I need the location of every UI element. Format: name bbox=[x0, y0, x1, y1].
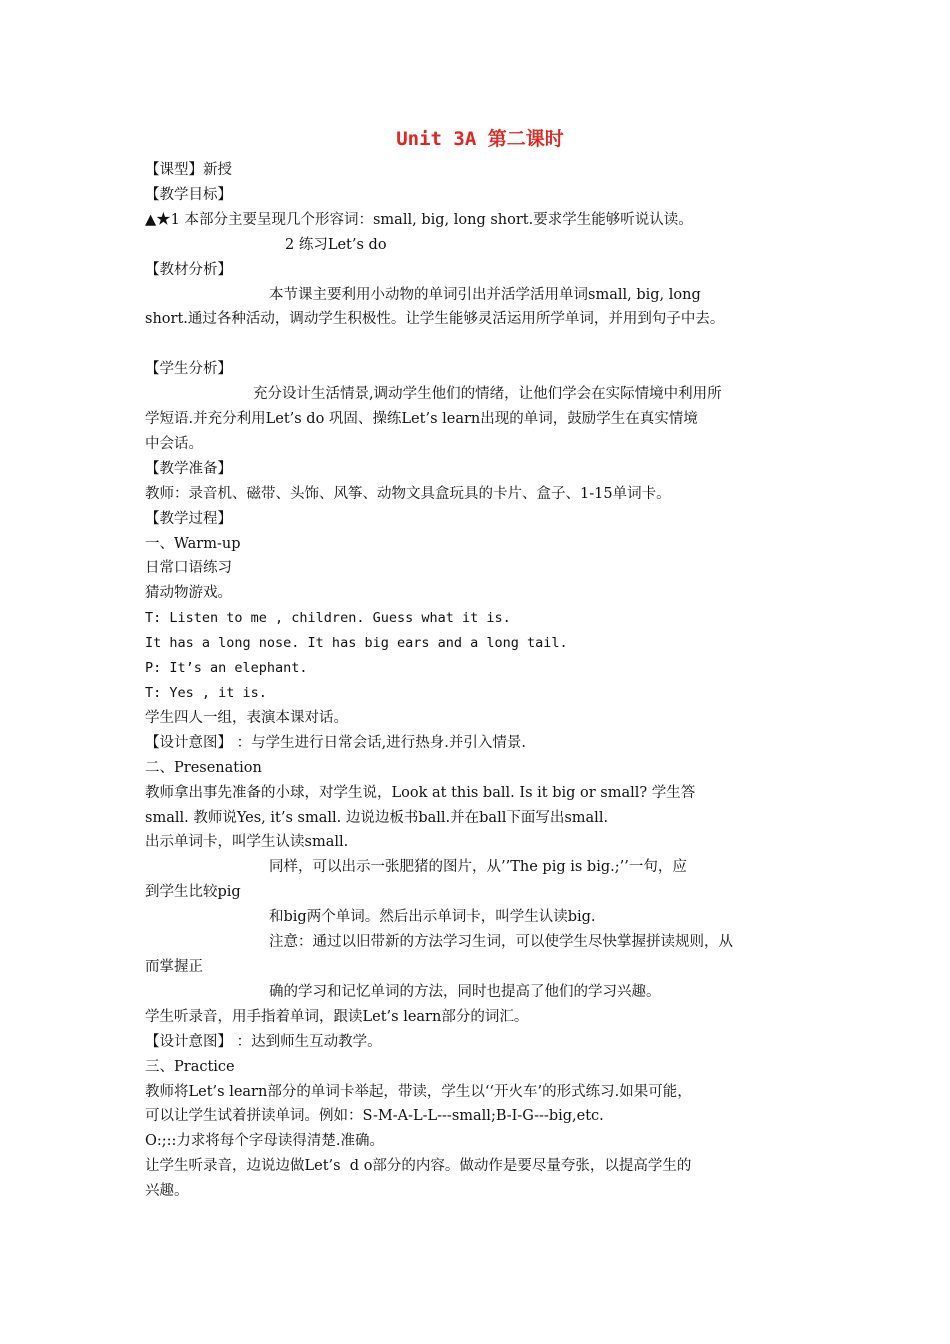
presentation-line-7: 注意：通过以旧带新的方法学习生词，可以使学生尽快掌握拼读规则，从 bbox=[269, 934, 733, 951]
section-heading-preparation: 【教学准备】 bbox=[145, 460, 232, 477]
presentation-line-6: 和big两个单词。然后出示单词卡，叫学生认读big. bbox=[269, 909, 596, 926]
practice-line-3: O:;::力求将每个字母读得清楚.准确。 bbox=[145, 1133, 385, 1150]
practice-line-1: 教师将Let’s learn部分的单词卡举起，带读，学生以‘‘开火车’的形式练习.如果可能， bbox=[145, 1083, 692, 1100]
material-analysis-line-1: 本节课主要利用小动物的单词引出并活学活用单词small, big, long bbox=[269, 286, 701, 303]
dialogue-line-1: T: Listen to me , children. Guess what it is. bbox=[145, 610, 511, 627]
design-intent-1: 【设计意图】 ：与学生进行日常会话,进行热身.并引入情景. bbox=[145, 734, 526, 751]
step-heading-practice: 三、Practice bbox=[145, 1058, 235, 1075]
dialogue-line-3: P: It’s an elephant. bbox=[145, 660, 308, 677]
section-heading-material-analysis: 【教材分析】 bbox=[145, 261, 232, 278]
section-heading-student-analysis: 【学生分析】 bbox=[145, 361, 232, 378]
design-intent-2: 【设计意图】 ：达到师生互动教学。 bbox=[145, 1033, 382, 1050]
step-heading-presentation: 二、Presenation bbox=[145, 759, 262, 776]
presentation-line-10: 学生听录音，用手指着单词，跟读Let’s learn部分的词汇。 bbox=[145, 1008, 529, 1025]
presentation-line-4: 同样，可以出示一张肥猪的图片，从’’The pig is big.;’’一句，应 bbox=[269, 859, 687, 876]
document-title: Unit 3A 第二课时 bbox=[396, 128, 564, 150]
presentation-line-8: 而掌握正 bbox=[145, 958, 203, 975]
section-heading-lesson-type: 【课型】新授 bbox=[145, 162, 232, 178]
warm-up-line-1: 日常口语练习 bbox=[145, 560, 232, 577]
presentation-line-9: 确的学习和记忆单词的方法，同时也提高了他们的学习兴趣。 bbox=[269, 983, 661, 1000]
step-heading-warm-up: 一、Warm-up bbox=[145, 535, 241, 552]
presentation-line-5: 到学生比较pig bbox=[145, 884, 241, 901]
presentation-line-3: 出示单词卡，叫学生认读small. bbox=[145, 834, 349, 851]
dialogue-line-2: It has a long nose. It has big ears and a long tail. bbox=[145, 635, 568, 652]
student-analysis-line-2: 学短语.并充分利用Let’s do 巩固、操练Let’s learn出现的单词，鼓励学生在真实情境 bbox=[145, 411, 698, 428]
student-analysis-line-1: 充分设计生活情景,调动学生他们的情绪，让他们学会在实际情境中利用所 bbox=[253, 386, 722, 403]
warm-up-line-3: 学生四人一组，表演本课对话。 bbox=[145, 709, 348, 726]
presentation-line-2: small. 教师说Yes, it’s small. 边说边板书ball.并在ball下面写出small. bbox=[145, 809, 609, 826]
material-analysis-line-2: short.通过各种活动，调动学生积极性。让学生能够灵活运用所学单词，并用到句子中去。 bbox=[145, 311, 725, 328]
practice-line-4: 让学生听录音，边说边做Let’s d o部分的内容。做动作是要尽量夸张，以提高学生的 bbox=[145, 1158, 692, 1175]
goal-line-1: ▲★1 本部分主要呈现几个形容词：small, big, long short.要求学生能够听说认读。 bbox=[145, 211, 693, 228]
goal-line-2: 2 练习Let’s do bbox=[285, 236, 387, 253]
dialogue-line-4: T: Yes , it is. bbox=[145, 685, 267, 702]
practice-line-2: 可以让学生试着拼读单词。例如：S-M-A-L-L---small;B-I-G---big,etc. bbox=[145, 1108, 604, 1125]
section-heading-teaching-process: 【教学过程】 bbox=[145, 510, 232, 527]
preparation-line: 教师：录音机、磁带、头饰、风筝、动物文具盒玩具的卡片、盒子、1-15单词卡。 bbox=[145, 485, 671, 502]
spacer bbox=[145, 332, 815, 357]
student-analysis-line-3: 中会话。 bbox=[145, 435, 203, 452]
section-heading-teaching-goals: 【教学目标】 bbox=[145, 186, 232, 203]
warm-up-line-2: 猜动物游戏。 bbox=[145, 585, 232, 602]
presentation-line-1: 教师拿出事先准备的小球，对学生说，Look at this ball. Is it big or small? 学生答 bbox=[145, 784, 696, 801]
practice-line-5: 兴趣。 bbox=[145, 1183, 189, 1200]
document-page bbox=[145, 122, 815, 1204]
